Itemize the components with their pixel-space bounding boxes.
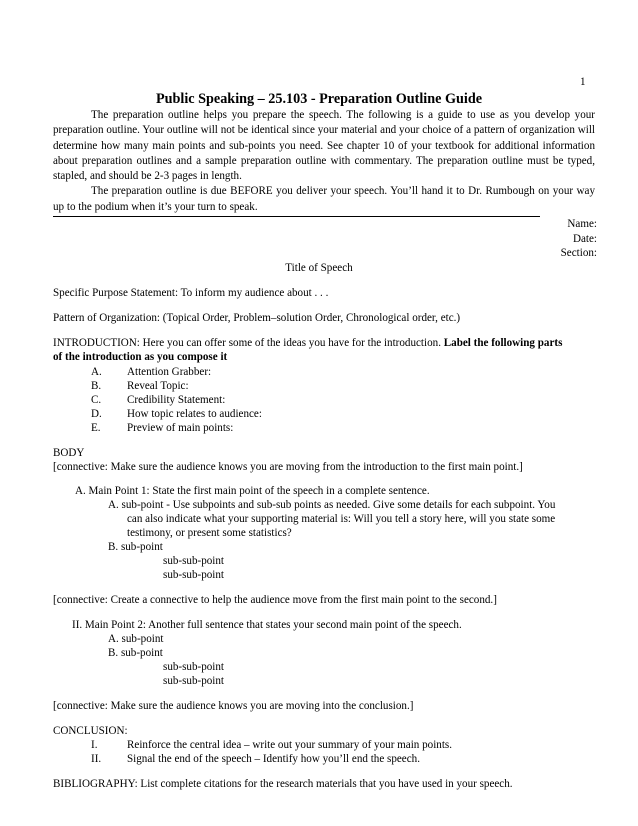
section-field-label: Section: (560, 247, 597, 259)
connective-3: [connective: Make sure the audience knows you are moving into the conclusion.] (53, 700, 414, 712)
intro-paragraph-1: The preparation outline helps you prepare the speech. The following is a guide to use as you develop your preparation outline. Your outline will not be identical since your material and your choice of a pattern of organization will determine how many main points and sub-points you need. See chapter 10 of your textbook for additional information about preparation outlines and a sample preparation outline with commentary. The preparation outline must be typed, stapled, and should be 2-3 pages in length. (53, 109, 595, 183)
sub-sub-point: sub-sub-point (163, 569, 225, 581)
introduction-bold-line: of the introduction as you compose it (53, 351, 228, 363)
intro-item-letter: B. (91, 380, 102, 392)
intro-item-text: Preview of main points: (127, 422, 234, 434)
horizontal-rule (53, 216, 540, 217)
page-title: Public Speaking – 25.103 - Preparation Outline Guide (155, 91, 483, 107)
speech-title: Title of Speech (285, 262, 353, 274)
specific-purpose-statement: Specific Purpose Statement: To inform my audience about . . . (53, 287, 329, 299)
date-field-label: Date: (572, 233, 597, 245)
intro-item-letter: C. (91, 394, 102, 406)
intro-item-text: Credibility Statement: (127, 394, 226, 406)
sub-point-a-line-1: A. sub-point - Use subpoints and sub-sub points as needed. Give some details for each subpoint. You (108, 499, 556, 511)
connective-1: [connective: Make sure the audience knows you are moving from the introduction to the first main point.] (53, 461, 523, 473)
sub-point-a: A. sub-point (108, 633, 164, 645)
intro-item-letter: E. (91, 422, 101, 434)
intro-item-text: Reveal Topic: (127, 380, 189, 392)
conclusion-item-text: Signal the end of the speech – Identify how you’ll end the speech. (127, 753, 420, 765)
main-point-1: A. Main Point 1: State the first main point of the speech in a complete sentence. (75, 485, 430, 497)
introduction-text: INTRODUCTION: Here you can offer some of the ideas you have for the introduction. (53, 337, 444, 349)
sub-point-b: B. sub-point (108, 647, 163, 659)
intro-item-text: How topic relates to audience: (127, 408, 262, 420)
sub-sub-point: sub-sub-point (163, 661, 225, 673)
conclusion-item-text: Reinforce the central idea – write out your summary of your main points. (127, 739, 453, 751)
connective-2: [connective: Create a connective to help the audience move from the first main point to the second.] (53, 594, 497, 606)
sub-sub-point: sub-sub-point (163, 675, 225, 687)
name-field-label: Name: (567, 218, 597, 230)
sub-point-a-line-3: testimony, or present some statistics? (127, 527, 292, 539)
conclusion-heading: CONCLUSION: (53, 725, 128, 737)
intro-item-letter: D. (91, 408, 102, 420)
body-heading: BODY (53, 447, 85, 459)
conclusion-item-number: I. (91, 739, 98, 751)
intro-item-text: Attention Grabber: (127, 366, 212, 378)
introduction-heading (53, 337, 562, 350)
page-number: 1 (580, 76, 586, 88)
intro-item-letter: A. (91, 366, 102, 378)
introduction-bold-text: Label the following parts (443, 337, 563, 349)
conclusion-item-number: II. (91, 753, 102, 765)
main-point-2: II. Main Point 2: Another full sentence that states your second main point of the speech. (72, 619, 462, 631)
sub-sub-point: sub-sub-point (163, 555, 225, 567)
bibliography: BIBLIOGRAPHY: List complete citations for the research materials that you have used in your speech. (53, 778, 513, 790)
intro-paragraph-2: The preparation outline is due BEFORE you deliver your speech. You’ll hand it to Dr. Rumbough on your way up to the podium when it’s your turn to speak. (53, 185, 595, 213)
sub-point-a-line-2: can also indicate what your supporting material is: Will you tell a story here, will you state some (127, 513, 556, 525)
intro-text (53, 108, 595, 215)
pattern-of-organization: Pattern of Organization: (Topical Order, Problem–solution Order, Chronological order, etc.) (53, 312, 461, 324)
sub-point-b: B. sub-point (108, 541, 163, 553)
